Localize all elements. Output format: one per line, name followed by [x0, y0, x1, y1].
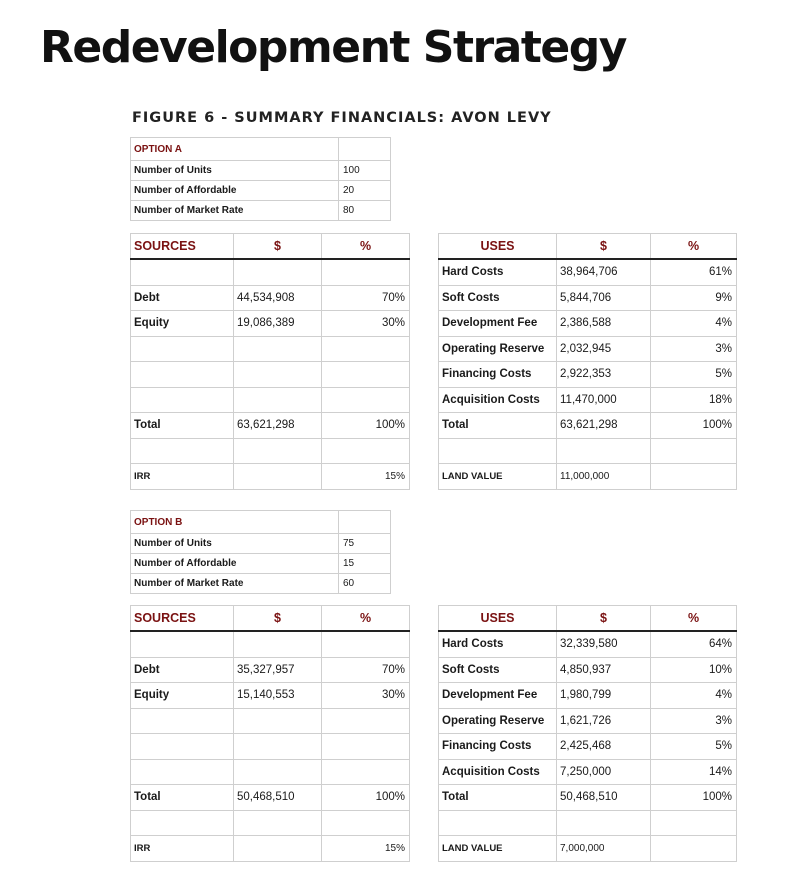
source-amount	[234, 759, 322, 785]
use-percent: 61%	[651, 259, 737, 285]
source-label	[131, 259, 234, 285]
table-row	[131, 785, 737, 811]
source-amount	[234, 336, 322, 362]
source-label	[131, 336, 234, 362]
use-percent: 3%	[651, 336, 737, 362]
gap-cell	[410, 785, 439, 811]
source-label	[131, 708, 234, 734]
table-row	[131, 336, 737, 362]
units-row	[131, 201, 391, 221]
financials-table	[130, 233, 737, 490]
unit-label: Number of Units	[131, 161, 339, 181]
gap-cell	[410, 810, 439, 836]
source-label: Equity	[131, 311, 234, 337]
source-percent	[322, 734, 410, 760]
use-amount: 11,470,000	[557, 387, 651, 413]
use-percent: 100%	[651, 785, 737, 811]
source-amount: 35,327,957	[234, 657, 322, 683]
unit-label: Number of Affordable	[131, 181, 339, 201]
figure-title: FIGURE 6 - SUMMARY FINANCIALS: AVON LEVY	[132, 110, 552, 126]
source-amount: 44,534,908	[234, 285, 322, 311]
source-label	[131, 387, 234, 413]
use-label: Acquisition Costs	[439, 387, 557, 413]
source-amount: 63,621,298	[234, 413, 322, 439]
source-label: Total	[131, 785, 234, 811]
empty-cell	[651, 464, 737, 490]
use-amount: 2,386,588	[557, 311, 651, 337]
table-row	[131, 259, 737, 285]
use-amount: 32,339,580	[557, 631, 651, 657]
source-percent	[322, 387, 410, 413]
gap-cell	[410, 234, 439, 260]
use-percent: 10%	[651, 657, 737, 683]
use-label: Soft Costs	[439, 657, 557, 683]
use-amount: 2,922,353	[557, 362, 651, 388]
use-percent: 3%	[651, 708, 737, 734]
units-row	[131, 574, 391, 594]
dollar-header: $	[234, 606, 322, 632]
source-percent	[322, 631, 410, 657]
gap-cell	[410, 438, 439, 464]
use-label: Operating Reserve	[439, 336, 557, 362]
use-label: Financing Costs	[439, 362, 557, 388]
land-value-amount: 11,000,000	[557, 464, 651, 490]
units-table	[130, 137, 391, 221]
empty-cell	[339, 138, 391, 161]
use-percent	[651, 810, 737, 836]
table-row	[131, 631, 737, 657]
percent-header: %	[322, 606, 410, 632]
empty-cell	[234, 836, 322, 862]
gap-cell	[410, 606, 439, 632]
source-label	[131, 438, 234, 464]
use-amount	[557, 810, 651, 836]
use-percent: 100%	[651, 413, 737, 439]
use-amount: 50,468,510	[557, 785, 651, 811]
use-percent: 4%	[651, 311, 737, 337]
use-amount: 1,980,799	[557, 683, 651, 709]
table-row	[131, 387, 737, 413]
source-percent	[322, 708, 410, 734]
table-row	[131, 734, 737, 760]
source-percent	[322, 362, 410, 388]
percent-header: %	[322, 234, 410, 260]
source-percent	[322, 336, 410, 362]
option-label: OPTION A	[131, 138, 339, 161]
irr-value: 15%	[322, 836, 410, 862]
use-label: Soft Costs	[439, 285, 557, 311]
source-label	[131, 759, 234, 785]
irr-row	[131, 464, 737, 490]
irr-label: IRR	[131, 464, 234, 490]
source-percent	[322, 759, 410, 785]
unit-value: 100	[339, 161, 391, 181]
use-amount: 1,621,726	[557, 708, 651, 734]
source-amount	[234, 438, 322, 464]
table-row	[131, 810, 737, 836]
option-label: OPTION B	[131, 511, 339, 534]
source-percent: 100%	[322, 413, 410, 439]
use-label: Hard Costs	[439, 631, 557, 657]
source-amount	[234, 259, 322, 285]
source-amount: 19,086,389	[234, 311, 322, 337]
irr-value: 15%	[322, 464, 410, 490]
source-percent	[322, 810, 410, 836]
dollar-header: $	[234, 234, 322, 260]
use-amount: 63,621,298	[557, 413, 651, 439]
table-row	[131, 413, 737, 439]
dollar-header: $	[557, 234, 651, 260]
unit-label: Number of Units	[131, 534, 339, 554]
source-amount: 50,468,510	[234, 785, 322, 811]
use-amount: 7,250,000	[557, 759, 651, 785]
unit-value: 80	[339, 201, 391, 221]
table-row	[131, 285, 737, 311]
source-percent: 30%	[322, 311, 410, 337]
use-percent: 18%	[651, 387, 737, 413]
use-label: Acquisition Costs	[439, 759, 557, 785]
unit-label: Number of Market Rate	[131, 574, 339, 594]
table-row	[131, 362, 737, 388]
units-row	[131, 554, 391, 574]
use-amount	[557, 438, 651, 464]
use-percent: 14%	[651, 759, 737, 785]
financials-table	[130, 605, 737, 862]
percent-header: %	[651, 234, 737, 260]
use-label: Development Fee	[439, 311, 557, 337]
use-amount: 2,425,468	[557, 734, 651, 760]
gap-cell	[410, 413, 439, 439]
gap-cell	[410, 336, 439, 362]
gap-cell	[410, 285, 439, 311]
source-percent: 70%	[322, 657, 410, 683]
empty-cell	[339, 511, 391, 534]
source-amount	[234, 631, 322, 657]
gap-cell	[410, 259, 439, 285]
use-label: Operating Reserve	[439, 708, 557, 734]
use-percent	[651, 438, 737, 464]
source-percent: 30%	[322, 683, 410, 709]
land-value-amount: 7,000,000	[557, 836, 651, 862]
gap-cell	[410, 657, 439, 683]
use-amount: 2,032,945	[557, 336, 651, 362]
source-amount	[234, 734, 322, 760]
use-percent: 64%	[651, 631, 737, 657]
source-amount	[234, 387, 322, 413]
unit-label: Number of Affordable	[131, 554, 339, 574]
irr-row	[131, 836, 737, 862]
source-amount	[234, 362, 322, 388]
use-label: Development Fee	[439, 683, 557, 709]
gap-cell	[410, 631, 439, 657]
source-label	[131, 734, 234, 760]
units-row	[131, 181, 391, 201]
table-row	[131, 759, 737, 785]
use-percent: 5%	[651, 362, 737, 388]
source-amount	[234, 708, 322, 734]
unit-value: 60	[339, 574, 391, 594]
source-label: Debt	[131, 285, 234, 311]
table-row	[131, 438, 737, 464]
gap-cell	[410, 836, 439, 862]
unit-value: 75	[339, 534, 391, 554]
use-label: Financing Costs	[439, 734, 557, 760]
sources-header: SOURCES	[131, 234, 234, 260]
use-amount: 4,850,937	[557, 657, 651, 683]
source-amount: 15,140,553	[234, 683, 322, 709]
source-percent: 70%	[322, 285, 410, 311]
gap-cell	[410, 683, 439, 709]
unit-value: 15	[339, 554, 391, 574]
source-label	[131, 362, 234, 388]
dollar-header: $	[557, 606, 651, 632]
use-percent: 4%	[651, 683, 737, 709]
use-label	[439, 810, 557, 836]
table-row	[131, 657, 737, 683]
unit-value: 20	[339, 181, 391, 201]
empty-cell	[651, 836, 737, 862]
uses-header: USES	[439, 234, 557, 260]
table-row	[131, 311, 737, 337]
source-percent: 100%	[322, 785, 410, 811]
source-amount	[234, 810, 322, 836]
source-label	[131, 631, 234, 657]
use-amount: 5,844,706	[557, 285, 651, 311]
use-percent: 9%	[651, 285, 737, 311]
percent-header: %	[651, 606, 737, 632]
use-label: Total	[439, 785, 557, 811]
use-label: Hard Costs	[439, 259, 557, 285]
source-label: Equity	[131, 683, 234, 709]
source-label: Total	[131, 413, 234, 439]
units-table	[130, 510, 391, 594]
empty-cell	[234, 464, 322, 490]
units-row	[131, 534, 391, 554]
gap-cell	[410, 734, 439, 760]
use-label	[439, 438, 557, 464]
source-label	[131, 810, 234, 836]
unit-label: Number of Market Rate	[131, 201, 339, 221]
source-percent	[322, 438, 410, 464]
land-value-label: LAND VALUE	[439, 464, 557, 490]
table-row	[131, 683, 737, 709]
gap-cell	[410, 387, 439, 413]
gap-cell	[410, 311, 439, 337]
irr-label: IRR	[131, 836, 234, 862]
source-label: Debt	[131, 657, 234, 683]
gap-cell	[410, 464, 439, 490]
use-percent: 5%	[651, 734, 737, 760]
gap-cell	[410, 759, 439, 785]
source-percent	[322, 259, 410, 285]
gap-cell	[410, 708, 439, 734]
uses-header: USES	[439, 606, 557, 632]
gap-cell	[410, 362, 439, 388]
table-row	[131, 708, 737, 734]
land-value-label: LAND VALUE	[439, 836, 557, 862]
page-title: Redevelopment Strategy	[40, 22, 626, 73]
units-row	[131, 161, 391, 181]
sources-header: SOURCES	[131, 606, 234, 632]
use-label: Total	[439, 413, 557, 439]
use-amount: 38,964,706	[557, 259, 651, 285]
